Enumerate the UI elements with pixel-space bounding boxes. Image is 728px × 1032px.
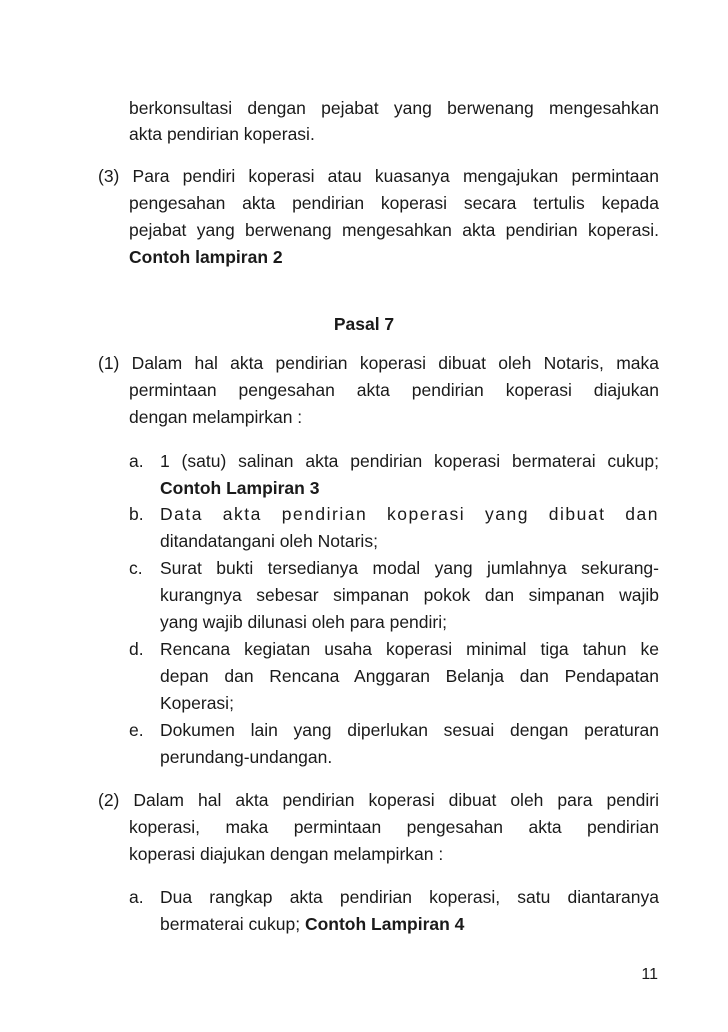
attachment-reference: Contoh lampiran 2: [129, 247, 283, 267]
paragraph-2-line: koperasi, maka permintaan pengesahan akta pendirian: [129, 817, 659, 837]
list-item-line: yang wajib dilunasi oleh para pendiri;: [160, 612, 447, 632]
list-item-line: depan dan Rencana Anggaran Belanja dan Pendapatan: [160, 666, 659, 686]
list-item-line: Dokumen lain yang diperlukan sesuai dengan peraturan: [160, 720, 659, 740]
paragraph-3-line: pejabat yang berwenang mengesahkan akta pendirian koperasi.: [129, 220, 659, 240]
paragraph-3-line: pengesahan akta pendirian koperasi secara tertulis kepada: [129, 193, 659, 213]
list-item-line: Data akta pendirian koperasi yang dibuat dan: [160, 504, 659, 524]
list-marker: b.: [129, 504, 144, 524]
continuation-line: berkonsultasi dengan pejabat yang berwenang mengesahkan: [129, 98, 659, 118]
paragraph-2-line: (2) Dalam hal akta pendirian koperasi dibuat oleh para pendiri: [98, 790, 659, 810]
list-marker: d.: [129, 639, 144, 659]
list-marker: e.: [129, 720, 144, 740]
paragraph-2-line: koperasi diajukan dengan melampirkan :: [129, 844, 444, 864]
list-marker: a.: [129, 887, 144, 907]
paragraph-1-line: dengan melampirkan :: [129, 407, 303, 427]
paragraph-3-line: (3) Para pendiri koperasi atau kuasanya mengajukan permintaan: [98, 166, 659, 186]
list-item-line: Koperasi;: [160, 693, 234, 713]
continuation-line: akta pendirian koperasi.: [129, 124, 315, 144]
attachment-reference: Contoh Lampiran 3: [160, 478, 320, 498]
list-item-line: 1 (satu) salinan akta pendirian koperasi bermaterai cukup;: [160, 451, 659, 471]
section-heading: Pasal 7: [333, 314, 395, 334]
attachment-reference: Contoh Lampiran 4: [304, 914, 465, 934]
list-item-line: Rencana kegiatan usaha koperasi minimal tiga tahun ke: [160, 639, 659, 659]
list-item-line: Surat bukti tersedianya modal yang jumlahnya sekurang-: [160, 558, 659, 578]
list-item-line: perundang-undangan.: [160, 747, 333, 767]
list-item-text: bermaterai cukup;: [160, 914, 301, 934]
list-item-line: kurangnya sebesar simpanan pokok dan simpanan wajib: [160, 585, 659, 605]
paragraph-1-line: permintaan pengesahan akta pendirian koperasi diajukan: [129, 380, 659, 400]
list-item-line: [160, 911, 464, 937]
list-marker: a.: [129, 451, 144, 471]
page-number: 11: [641, 966, 658, 983]
list-marker: c.: [129, 558, 143, 578]
list-item-line: Dua rangkap akta pendirian koperasi, satu diantaranya: [160, 887, 659, 907]
paragraph-1-line: (1) Dalam hal akta pendirian koperasi dibuat oleh Notaris, maka: [98, 353, 659, 373]
list-item-line: ditandatangani oleh Notaris;: [160, 531, 378, 551]
